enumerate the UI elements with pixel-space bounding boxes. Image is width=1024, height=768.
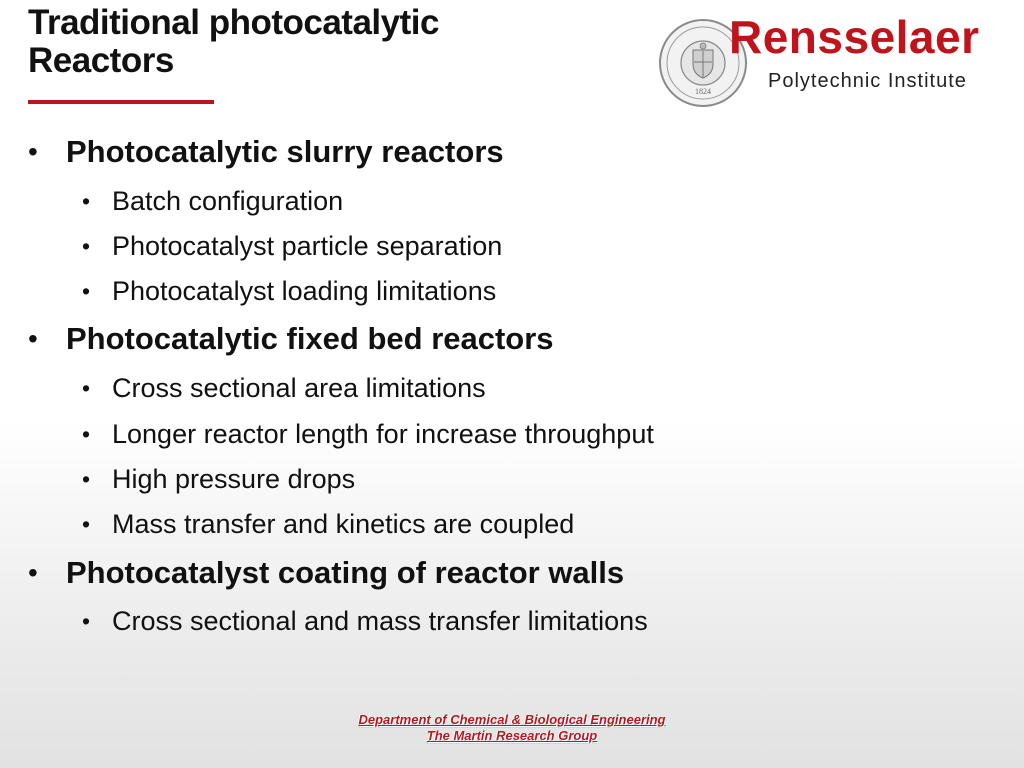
sub-bullet-label: High pressure drops [112,464,356,494]
rensselaer-logo [656,11,1006,108]
logo-name: Rensselaer [729,11,980,63]
sub-bullet-label: Mass transfer and kinetics are coupled [112,509,575,539]
bullet-dot-icon: • [82,278,91,304]
bullet-dot-icon: • [82,233,91,259]
footer [312,712,712,744]
sub-bullet [82,275,497,307]
bullet-level1 [28,321,554,357]
sub-bullet-label: Cross sectional and mass transfer limitations [112,606,648,636]
sub-bullet [82,605,648,637]
bullet-dot-icon: • [82,511,91,537]
sub-bullet [82,185,344,217]
bullet-dot-icon: • [82,421,91,447]
footer-group: The Martin Research Group [426,728,598,743]
sub-bullet-label: Photocatalyst particle separation [112,231,503,261]
bullet-level1 [28,555,625,591]
bullet-label: Photocatalytic slurry reactors [66,134,504,169]
slide-title [28,4,588,80]
bullet-dot-icon: • [28,136,38,167]
bullet-dot-icon: • [28,557,38,588]
seal-year: 1824 [695,87,711,96]
footer-department: Department of Chemical & Biological Engineering [358,712,666,727]
logo-subtitle: Polytechnic Institute [768,70,967,92]
sub-bullet-label: Cross sectional area limitations [112,373,486,403]
bullet-level1 [28,134,504,170]
bullet-dot-icon: • [82,375,91,401]
sub-bullet-label: Photocatalyst loading limitations [112,276,497,306]
sub-bullet [82,372,486,404]
sub-bullet [82,508,575,540]
bullet-dot-icon: • [28,323,38,354]
sub-bullet [82,463,356,495]
sub-bullet [82,230,503,262]
sub-bullet [82,418,654,450]
title-underline [28,100,214,104]
bullet-label: Photocatalyst coating of reactor walls [66,555,625,590]
bullet-label: Photocatalytic fixed bed reactors [66,321,554,356]
bullet-dot-icon: • [82,608,91,634]
bullet-dot-icon: • [82,188,91,214]
sub-bullet-label: Batch configuration [112,186,344,216]
title-line-2: Reactors [28,41,174,80]
title-line-1: Traditional photocatalytic [28,3,439,42]
sub-bullet-label: Longer reactor length for increase throughput [112,419,654,449]
bullet-dot-icon: • [82,466,91,492]
